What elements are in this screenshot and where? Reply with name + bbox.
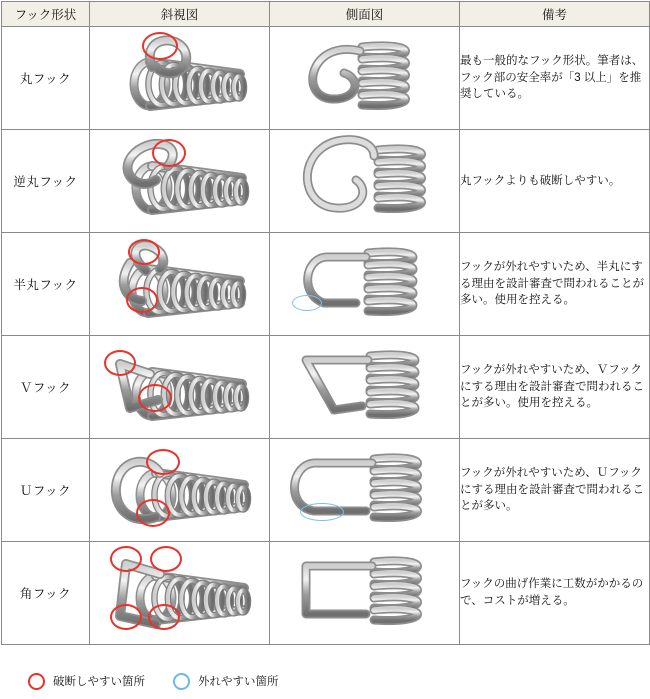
legend-label-detach: 外れやすい箇所 — [198, 676, 279, 688]
hook-shape-table — [1, 1, 650, 645]
hook-name-half-round: 半丸フック — [2, 233, 90, 336]
table-row — [2, 439, 650, 542]
table-body — [2, 27, 650, 645]
header-hook-shape: フック形状 — [2, 2, 90, 27]
header-remarks: 備考 — [460, 2, 650, 27]
side-figure-u — [270, 439, 460, 542]
remark-round: 最も一般的なフック形状。筆者は、フック部の安全率が「3 以上」を推奨している。 — [460, 27, 650, 130]
legend-item-detach — [173, 673, 279, 690]
spring-hook-shape-table-page — [0, 1, 650, 699]
side-figure-reverse-round — [270, 130, 460, 233]
legend-label-break: 破断しやすい箇所 — [53, 676, 145, 688]
blue-circle-icon — [173, 673, 190, 690]
hook-name-round: 丸フック — [2, 27, 90, 130]
red-circle-icon — [28, 673, 45, 690]
iso-figure-half-round — [90, 233, 270, 336]
legend — [0, 663, 650, 699]
side-figure-square — [270, 542, 460, 645]
iso-figure-square — [90, 542, 270, 645]
table-row — [2, 336, 650, 439]
header-row — [2, 2, 650, 27]
table-row — [2, 27, 650, 130]
table-row — [2, 130, 650, 233]
iso-figure-reverse-round — [90, 130, 270, 233]
side-figure-round — [270, 27, 460, 130]
table-head — [2, 2, 650, 27]
side-figure-v — [270, 336, 460, 439]
remark-half-round: フックが外れやすいため、半丸にする理由を設計審査で問われることが多い。使用を控える。 — [460, 233, 650, 336]
side-figure-half-round — [270, 233, 460, 336]
hook-name-reverse-round: 逆丸フック — [2, 130, 90, 233]
hook-name-square: 角フック — [2, 542, 90, 645]
hook-name-v: Ｖフック — [2, 336, 90, 439]
header-side-view: 側面図 — [270, 2, 460, 27]
table-row — [2, 233, 650, 336]
remark-reverse-round: 丸フックよりも破断しやすい。 — [460, 130, 650, 233]
remark-square: フックの曲げ作業に工数がかかるので、コストが増える。 — [460, 542, 650, 645]
table-row — [2, 542, 650, 645]
iso-figure-u — [90, 439, 270, 542]
header-isometric-view: 斜視図 — [90, 2, 270, 27]
iso-figure-v — [90, 336, 270, 439]
remark-v: フックが外れやすいため、Ｖフックにする理由を設計審査で問われることが多い。使用を控える。 — [460, 336, 650, 439]
remark-u: フックが外れやすいため、Ｕフックにする理由を設計審査で問われることが多い。 — [460, 439, 650, 542]
hook-name-u: Ｕフック — [2, 439, 90, 542]
iso-figure-round — [90, 27, 270, 130]
legend-item-break — [28, 673, 145, 690]
